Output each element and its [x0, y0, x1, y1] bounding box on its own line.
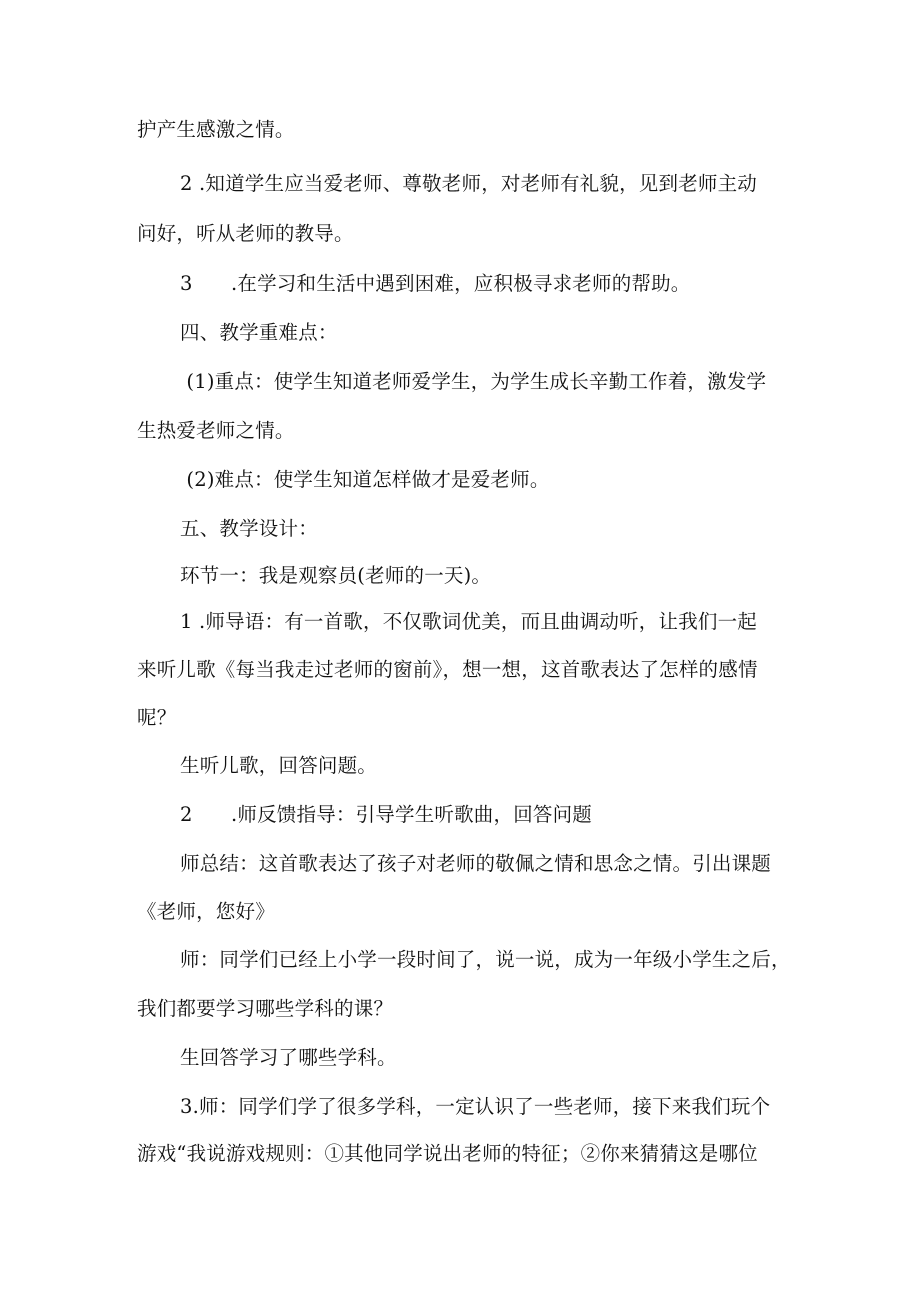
text-line: 1 .师导语：有一首歌，不仅歌词优美，而且曲调动听，让我们一起: [180, 610, 758, 633]
text-line: 3 .在学习和生活中遇到困难，应积极寻求老师的帮助。: [180, 272, 691, 295]
text-line: (1)重点：使学生知道老师爱学生，为学生成长辛勤工作着，激发学: [180, 370, 767, 393]
text-line: 生回答学习了哪些学科。: [180, 1046, 397, 1069]
text-line: 2 .知道学生应当爱老师、尊敬老师，对老师有礼貌，见到老师主动: [180, 172, 758, 195]
text-line: 师总结：这首歌表达了孩子对老师的敬佩之情和思念之情。引出课题: [180, 852, 772, 875]
text-line: (2)难点：使学生知道怎样做才是爱老师。: [180, 468, 550, 491]
text-line: 呢？: [137, 706, 177, 729]
text-line: 我们都要学习哪些学科的课？: [137, 997, 394, 1020]
section-heading: 四、教学重难点：: [180, 321, 338, 344]
text-line: 环节一：我是观察员(老师的一天)。: [180, 564, 492, 587]
text-line: 生热爱老师之情。: [137, 419, 295, 442]
text-line: 3.师：同学们学了很多学科，一定认识了一些老师，接下来我们玩个: [180, 1095, 771, 1118]
section-heading: 五、教学设计：: [180, 517, 318, 540]
text-line: 师：同学们已经上小学一段时间了，说一说，成为一年级小学生之后，: [180, 948, 791, 971]
text-line: 护产生感激之情。: [137, 118, 295, 141]
text-line: 问好，听从老师的教导。: [137, 222, 354, 245]
text-line: 游戏“我说游戏规则：①其他同学说出老师的特征；②你来猜猜这是哪位: [137, 1142, 758, 1165]
text-line: 2 .师反馈指导：引导学生听歌曲，回答问题: [180, 803, 592, 826]
text-line: 来听儿歌《每当我走过老师的窗前》，想一想，这首歌表达了怎样的感情: [137, 658, 758, 681]
text-line: 生听儿歌，回答问题。: [180, 754, 378, 777]
text-line: 《老师，您好》: [137, 900, 275, 923]
